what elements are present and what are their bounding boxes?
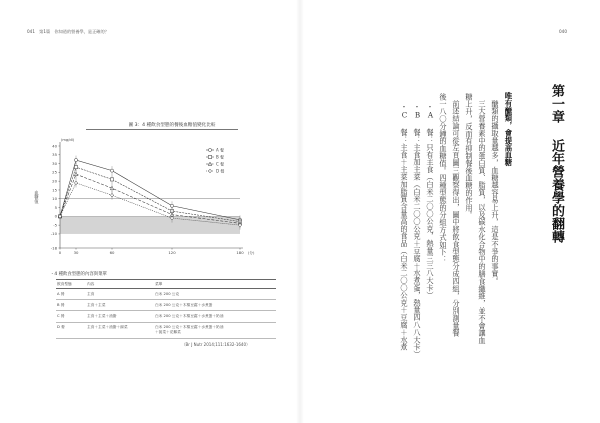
diet-menu [154, 322, 276, 338]
diet-content: 主食＋主菜 [86, 300, 154, 311]
diet-type: D 餐 [56, 322, 86, 338]
x-tick-label: 180 [236, 250, 244, 255]
data-point [110, 169, 113, 172]
y-tick-label: -5 [53, 222, 57, 228]
y-axis-title: 血糖值 [33, 190, 39, 204]
table-row [56, 311, 276, 322]
diet-menu [154, 300, 276, 311]
table-row [56, 322, 276, 338]
diet-type: A 餐 [56, 289, 86, 300]
diet-menu-line: 白米 200 公克＋木棉豆腐＋水煮蛋 [155, 302, 213, 307]
section-heading: 唯有醣類，會提高血糖 [504, 92, 513, 166]
chapter-number: 第一章 [549, 84, 564, 123]
diet-type: C 餐 [56, 311, 86, 322]
table-caption: ・4 種飲食型態的內容與菜單 [50, 272, 107, 277]
x-tick-label: 60 [109, 250, 115, 255]
data-point [110, 193, 113, 197]
legend-marker [208, 155, 211, 158]
series-line [60, 160, 240, 220]
diet-menu-line: ＋菠菜＋花椰菜 [155, 330, 181, 335]
data-point [74, 158, 77, 161]
diet-menu-line: 白米 200 公克＋木棉豆腐＋水煮蛋＋奶油 [155, 313, 224, 318]
y-tick-label: 5 [54, 204, 57, 210]
table-row [56, 289, 276, 300]
x-tick-label: 0 [58, 250, 62, 255]
table-header-type: 飲食型態 [56, 280, 86, 289]
y-axis-unit: (mg/dl) [61, 138, 75, 142]
table-header-content: 內容 [86, 280, 154, 289]
right-page [300, 0, 600, 423]
y-tick-label: 15 [52, 187, 57, 193]
table-row [56, 300, 276, 311]
table-citation: （Br J Nutr 2014;111:1632-1640） [181, 342, 250, 347]
table-header-menu: 菜單 [154, 280, 276, 289]
diet-menu-table [56, 279, 276, 339]
body-text-line: 醣類的攝取量越多，血糖越容易上升，這是不爭的事實。 [491, 100, 500, 285]
legend-marker [208, 169, 211, 173]
legend-label: D 餐 [216, 168, 225, 174]
y-tick-label: 20 [52, 178, 57, 184]
legend-label: A 餐 [216, 147, 225, 153]
y-tick-label: 10 [52, 196, 57, 202]
x-tick-label: 120 [168, 250, 176, 255]
shaded-range-band [60, 216, 240, 234]
y-tick-label: 40 [52, 143, 57, 149]
body-text-line: ・C 餐：主食＋主菜加脂質含量高的食品（白米二〇〇公克＋豆腐＋水煮 [400, 103, 409, 351]
legend-marker [208, 148, 211, 151]
body-text-line: 後一八〇分鐘的血糖值。四種型態的分組方式如下： [439, 93, 448, 264]
data-point [74, 172, 77, 176]
y-tick-label: 30 [52, 160, 57, 166]
data-point [74, 166, 77, 169]
body-text-line: ・B 餐：主食加主菜（白米二〇〇公克＋豆腐＋水煮蛋，熱量四八八大卡） [413, 103, 422, 359]
diet-menu-line: 白米 200 公克 [155, 291, 180, 296]
diet-content: 主食＋主菜＋油脂 [86, 311, 154, 322]
figure-title: 圖 3：4 種飲食型態的餐後血糖值變化比較 [128, 123, 216, 128]
data-point [110, 178, 113, 181]
y-tick-label: -18 [50, 245, 57, 251]
diet-menu [154, 311, 276, 322]
table-header-row [56, 280, 276, 289]
legend-label: B 餐 [216, 154, 225, 160]
diet-menu [154, 289, 276, 300]
series-line [60, 167, 240, 222]
body-text-line: 前述結論可從左頁圖三觀察得出，圖中將飲食型態分成四組，分別測量餐 [452, 100, 461, 337]
y-tick-label: 25 [52, 169, 57, 175]
body-text-line: 三大營養素中的蛋白質、脂質，以及碳水化合物中的膳食纖維，並不會讓血 [478, 100, 487, 345]
y-tick-label: 0 [54, 213, 57, 219]
diet-type: B 餐 [56, 300, 86, 311]
x-tick-label: 30 [73, 250, 79, 255]
y-tick-label: 35 [52, 152, 57, 158]
diet-content: 主食 [86, 289, 154, 300]
glucose-line-chart [20, 128, 260, 258]
page-number-right: 040 [559, 29, 567, 34]
diet-menu-line: 白米 200 公克＋木棉豆腐＋水煮蛋＋奶油 [155, 325, 224, 330]
diet-content: 主食＋主菜＋油脂＋副菜 [86, 322, 154, 338]
data-point [74, 181, 77, 185]
y-tick-label: -10 [50, 231, 57, 237]
chapter-title [547, 84, 566, 243]
x-axis-unit: (分) [248, 251, 255, 255]
chapter-name: 近年營養學的翻轉 [549, 139, 564, 243]
body-text-line: ・A 餐：只有主食（白米二〇〇公克，熱量三三八大卡） [426, 103, 435, 299]
legend-label: C 餐 [216, 161, 225, 167]
body-text-line: 糖上升，反而有抑制餐後血糖的作用。 [465, 93, 474, 219]
running-head-left: 041 第1篇 你知道的營養學，是正確的？ [27, 29, 109, 34]
